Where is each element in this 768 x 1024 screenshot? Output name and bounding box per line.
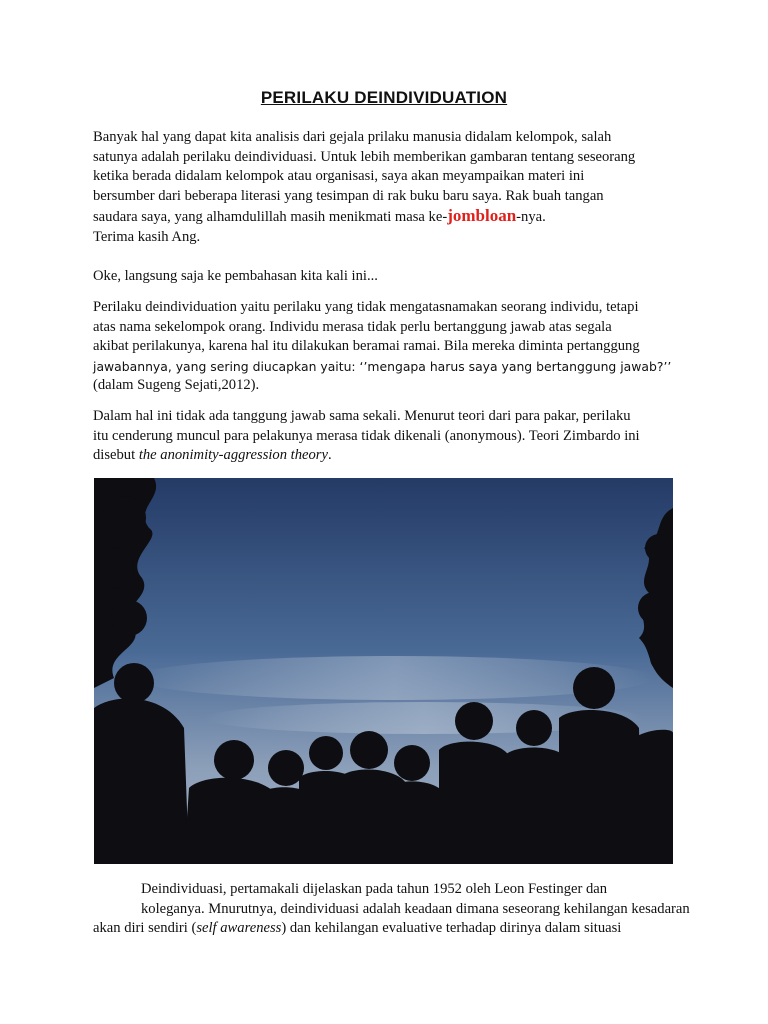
text-line: Banyak hal yang dapat kita analisis dari gejala prilaku manusia didalam kelompok, salah — [93, 129, 612, 145]
text-line — [93, 919, 683, 939]
text-line: bersumber dari beberapa literasi yang tesimpan di rak buku baru saya. Rak buah tangan — [93, 187, 604, 204]
transition-paragraph: Oke, langsung saja ke pembahasan kita kali ini... — [93, 268, 378, 284]
text-line: satunya adalah perilaku deindividuasi. Untuk lebih memberikan gambaran tentang seseorang — [93, 148, 636, 165]
definition-paragraph — [93, 298, 683, 396]
text-fragment: . — [327, 447, 332, 464]
text-line: itu cenderung muncul para pelakunya merasa tidak dikenali (anonymous). Teori Zimbardo ini — [93, 427, 640, 444]
photo-illustration — [94, 478, 673, 864]
text-line: koleganya. Mnurutnya, deindividuasi adalah keadaan dimana seseorang kehilangan kesadaran — [141, 900, 690, 917]
text-line — [93, 446, 683, 466]
text-line — [93, 206, 683, 228]
text-line: (dalam Sugeng Sejati,2012). — [93, 377, 260, 394]
text-fragment: ) dan kehilangan evaluative terhadap dirinya dalam situasi — [281, 920, 622, 937]
group-silhouette-photo — [94, 478, 673, 864]
text-fragment: -nya. — [516, 209, 546, 226]
text-fragment: saudara saya, yang alhamdulillah masih menikmati masa ke- — [93, 209, 448, 226]
text-line: Deindividuasi, pertamakali dijelaskan pada tahun 1952 oleh Leon Festinger dan — [141, 881, 608, 897]
intro-paragraph — [93, 128, 683, 248]
page-title: PERILAKU DEINDIVIDUATION — [260, 88, 508, 107]
text-line: atas nama sekelompok orang. Individu merasa tidak perlu bertanggung jawab atas segala — [93, 318, 612, 335]
text-line: Terima kasih Ang. — [93, 228, 201, 245]
term-self-awareness: self awareness — [196, 920, 282, 937]
theory-paragraph — [93, 407, 683, 466]
theory-name: the anonimity-aggression theory — [138, 447, 328, 464]
text-line: Perilaku deindividuation yaitu perilaku yang tidak mengatasnamakan seorang individu, tetapi — [93, 299, 639, 315]
text-fragment: akan diri sendiri ( — [93, 920, 197, 937]
text-line: Dalam hal ini tidak ada tanggung jawab sama sekali. Menurut teori dari para pakar, perilaku — [93, 408, 631, 424]
text-fragment: disebut — [93, 447, 139, 464]
highlighted-word: jombloan — [447, 206, 517, 226]
text-line: akibat perilakunya, karena hal itu dilakukan beramai ramai. Bila mereka diminta pertanggung — [93, 338, 640, 355]
quote-line: jawabannya, yang sering diucapkan yaitu: ‘’mengapa harus saya yang bertanggung jawab?’’ — [93, 358, 672, 374]
closing-paragraph — [93, 880, 690, 939]
text-line: ketika berada didalam kelompok atau organisasi, saya akan meyampaikan materi ini — [93, 168, 585, 185]
